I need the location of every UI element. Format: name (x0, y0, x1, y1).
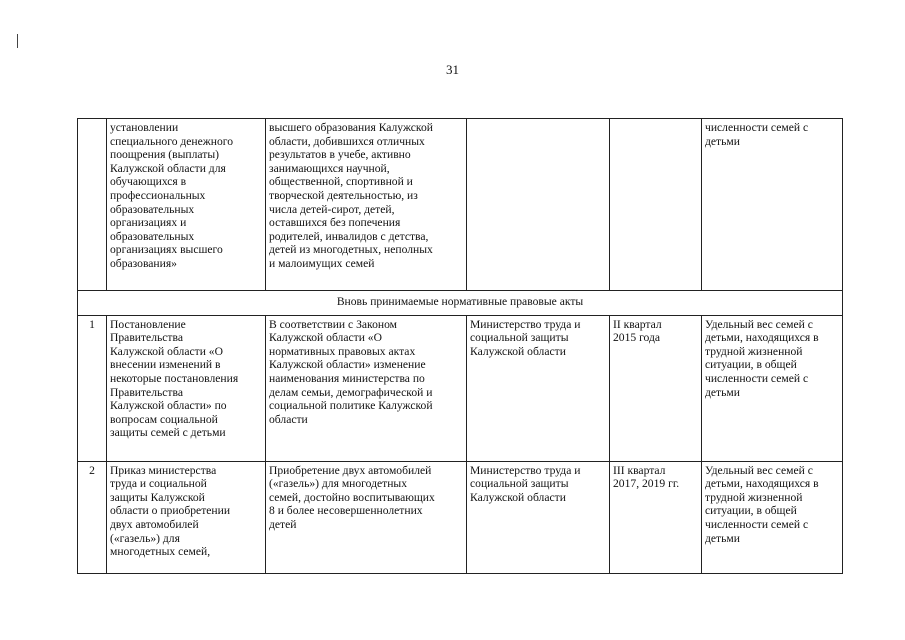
cell-deadline (610, 119, 702, 291)
cell-content: Приобретение двух автомобилей («газель») для многодетных семей, достойно воспитывающих 8 и более несовершеннолетних детей (266, 461, 467, 573)
cell-content: высшего образования Калужской области, добившихся отличных результатов в учебе, активно занимающихся научной, общественной, спортивной и творческой деятельностью, из числа детей-сирот, детей, оставшихся без попечения родителей, инвалидов с детства, детей из многодетных, неполных и малоимущих семей (266, 119, 467, 291)
cell-num (78, 119, 107, 291)
cell-executor: Министерство труда и социальной защиты Калужской области (467, 315, 610, 461)
table-row (78, 461, 843, 573)
cell-act-name: Постановление Правительства Калужской области «О внесении изменений в некоторые постановления Правительства Калужской области» по вопросам социальной защиты семей с детьми (107, 315, 266, 461)
cell-act-name: Приказ министерства труда и социальной защиты Калужской области о приобретении двух автомобилей («газель») для многодетных семей, (107, 461, 266, 573)
page-number: 31 (446, 62, 459, 77)
cell-num: 2 (78, 461, 107, 573)
cell-act-name: установлении специального денежного поощрения (выплаты) Калужской области для обучающихся в профессиональных образовательных организациях и образовательных организациях высшего образования» (107, 119, 266, 291)
cell-indicator: численности семей с детьми (702, 119, 843, 291)
cell-content: В соответствии с Законом Калужской области «О нормативных правовых актах Калужской области» изменение наименования министерства по делам семьи, демографической и социальной политике Калужской области (266, 315, 467, 461)
measures-table (77, 118, 843, 574)
cell-deadline: III квартал 2017, 2019 гг. (610, 461, 702, 573)
scan-artifact-mark (17, 34, 18, 48)
cell-executor: Министерство труда и социальной защиты Калужской области (467, 461, 610, 573)
cell-indicator: Удельный вес семей с детьми, находящихся в трудной жизненной ситуации, в общей численности семей с детьми (702, 315, 843, 461)
section-title: Вновь принимаемые нормативные правовые акты (78, 291, 843, 316)
table-row (78, 315, 843, 461)
cell-deadline: II квартал 2015 года (610, 315, 702, 461)
section-header-row (78, 291, 843, 316)
cell-num: 1 (78, 315, 107, 461)
cell-indicator: Удельный вес семей с детьми, находящихся в трудной жизненной ситуации, в общей численности семей с детьми (702, 461, 843, 573)
cell-executor (467, 119, 610, 291)
table-row-continuation (78, 119, 843, 291)
